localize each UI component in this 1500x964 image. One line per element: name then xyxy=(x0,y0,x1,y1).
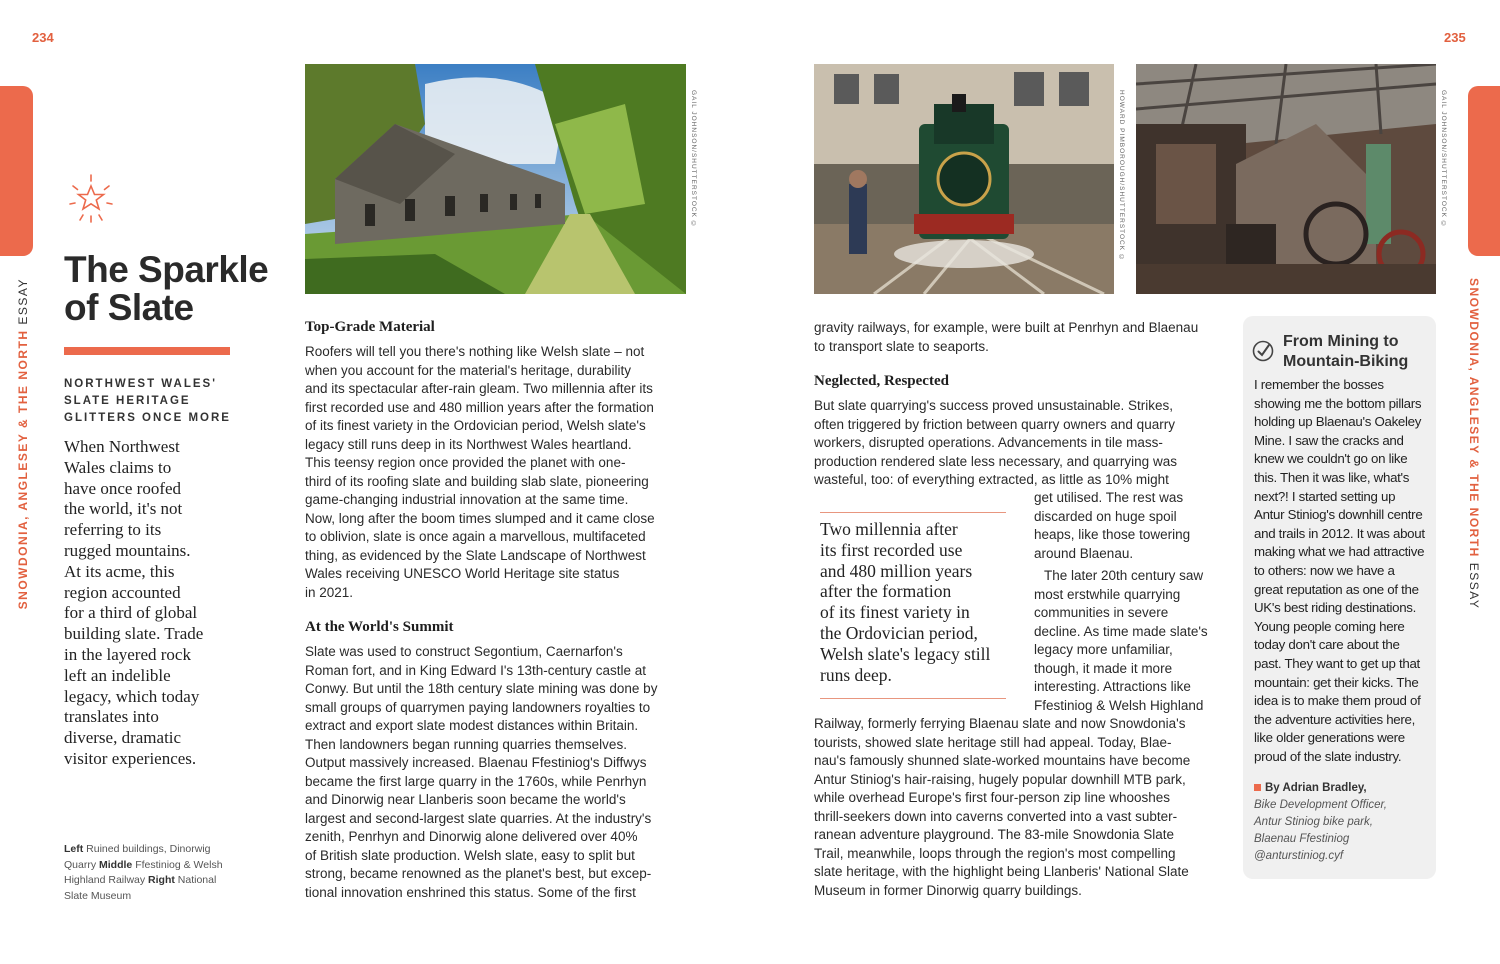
text-line: heaps, like those towering xyxy=(1034,527,1191,542)
photo-credit-left: GAIL JOHNSON/SHUTTERSTOCK © xyxy=(690,90,697,229)
text-line: showing me the bottom pillars xyxy=(1254,395,1422,411)
text-line: Two millennia after xyxy=(820,519,958,539)
text-line: Output massively increased. Blaenau Ffestiniog's Diffwys xyxy=(305,755,647,770)
text-line: great reputation as one of the xyxy=(1254,581,1419,597)
text-line: visitor experiences. xyxy=(64,748,197,768)
text-line: of its finest variety in the Ordovician period, Welsh slate's xyxy=(305,418,646,433)
photo-credit-middle: HOWARD PIMBOROUGH/SHUTTERSTOCK © xyxy=(1118,90,1125,262)
text-line: left an indelible xyxy=(64,665,171,685)
text-line: became the first large quarry in the 1760s, while Penrhyn xyxy=(305,773,647,789)
text-line: making what we had attractive xyxy=(1254,544,1425,560)
text-line: idea is to make them proud of xyxy=(1254,693,1421,709)
text-line: Wales claims to xyxy=(64,457,172,477)
text-line: thrill-seekers down into caverns converted into a vast subter- xyxy=(814,808,1178,824)
text-line: rugged mountains. xyxy=(64,540,191,560)
text-line: to transport slate to seaports. xyxy=(814,338,989,354)
intro-paragraph xyxy=(64,437,236,770)
text-line: around Blaenau. xyxy=(1034,545,1134,561)
page-number-left: 234 xyxy=(32,30,54,45)
text-line: Ffestiniog & Welsh Highland xyxy=(1034,697,1204,713)
check-circle-icon xyxy=(1252,340,1274,362)
text-line: interesting. Attractions like xyxy=(1034,679,1191,694)
text-line: the Ordovician period, xyxy=(820,622,978,643)
text-line: UK's best riding destinations. xyxy=(1254,600,1417,616)
text-line: the world, it's not xyxy=(64,499,183,519)
text-line: first recorded use and 480 million years after the formation xyxy=(305,399,654,415)
text-line: slate heritage, with the highlight being Llanberis' National Slate xyxy=(814,864,1189,879)
text-line: translates into xyxy=(64,707,159,727)
body-continued xyxy=(814,319,1234,356)
sidebar-quote-text xyxy=(1254,376,1432,766)
heading-worlds-summit: At the World's Summit xyxy=(305,619,454,635)
text-line: legacy more unfamiliar, xyxy=(1034,642,1173,657)
text-line: Railway, formerly ferrying Blaenau slate and now Snowdonia's xyxy=(814,716,1186,731)
title-line-2: of Slate xyxy=(64,287,194,328)
text-line: zenith, Penrhyn and Dinorwig alone delivered over 40% xyxy=(305,829,638,844)
text-line: legacy, which today xyxy=(64,686,200,706)
standfirst: NORTHWEST WALES' SLATE HERITAGE GLITTERS ONCE MORE xyxy=(64,378,231,424)
text-line: referring to its xyxy=(64,520,162,540)
text-line: strong, became renowned as the planet's best, but excep- xyxy=(305,866,652,881)
title-line-1: The Sparkle xyxy=(64,249,269,290)
photo-caption: Left Ruined buildings, Dinorwig Quarry Middle Ffestiniog & Welsh Highland Railway Right National Slate Museum xyxy=(64,843,223,902)
text-line: have once roofed xyxy=(64,478,182,498)
sparkle-star-icon xyxy=(64,172,118,226)
section-label-left: SNOWDONIA, ANGLESEY & THE NORTH ESSAY xyxy=(16,278,30,610)
heading-neglected-respected: Neglected, Respected xyxy=(814,373,949,389)
body-neglected-3 xyxy=(1034,567,1234,715)
text-line: proud of the slate industry. xyxy=(1254,748,1402,764)
text-line: next?! I started setting up xyxy=(1254,488,1396,504)
text-line: workers, disrupted operations. Advancements in tile mass- xyxy=(814,435,1163,450)
text-line: diverse, dramatic xyxy=(64,728,182,748)
text-line: game-changing industrial innovation at the same time. xyxy=(305,492,629,507)
text-line: Then landowners began running quarries themselves. xyxy=(305,736,627,752)
text-line: small groups of quarrymen paying landowners royalties to xyxy=(305,699,651,715)
text-line: Wales receiving UNESCO World Heritage site status xyxy=(305,566,620,581)
section-label-right: SNOWDONIA, ANGLESEY & THE NORTH ESSAY xyxy=(1467,278,1481,610)
text-line: for a third of global xyxy=(64,603,198,623)
byline-line: @anturstiniog.cyf xyxy=(1254,850,1344,862)
text-line: legacy still runs deep in its Northwest Wales heartland. xyxy=(305,436,632,452)
text-line: Trail, meanwhile, loops through the region's most compelling xyxy=(814,845,1176,861)
text-line: Antur Stiniog's hair-raising, hugely popular downhill MTB park, xyxy=(814,771,1186,787)
text-line: past. They want to get up that xyxy=(1254,655,1420,671)
text-line: often triggered by friction between quarry owners and quarry xyxy=(814,416,1175,432)
text-line: region accounted xyxy=(64,582,181,602)
text-line: production rendered slate less necessary, and quarrying was xyxy=(814,453,1177,469)
text-line: Welsh slate's legacy still xyxy=(820,643,991,664)
text-line: tional innovation enshrined this status. Some of the first xyxy=(305,884,636,900)
text-line: of its finest variety in xyxy=(820,602,970,623)
byline-line: Bike Development Officer, xyxy=(1254,799,1387,811)
photo-railway-locomotive xyxy=(814,64,1114,294)
text-line: ranean adventure playground. The 83-mile Snowdonia Slate xyxy=(814,827,1174,842)
text-line: knew we couldn't go on like xyxy=(1254,451,1408,467)
pull-quote-rule-bottom xyxy=(820,698,1006,699)
pull-quote-rule-top xyxy=(820,512,1006,513)
body-neglected-4 xyxy=(814,715,1234,900)
section-tab-left xyxy=(0,86,33,256)
text-line: though, it made it more xyxy=(1034,660,1173,676)
text-line: and 480 million years xyxy=(820,560,973,581)
article-title xyxy=(64,251,294,327)
text-line: after the formation xyxy=(820,581,952,602)
section-tab-right xyxy=(1468,86,1500,256)
text-line: Mine. I saw the cracks and xyxy=(1254,432,1404,448)
body-worlds-summit xyxy=(305,643,690,902)
text-line: Conwy. But until the 18th century slate mining was done by xyxy=(305,681,658,696)
text-line: when you account for the material's heritage, durability xyxy=(305,362,632,378)
text-line: tourists, showed slate heritage still had appeal. Today, Blae- xyxy=(814,734,1172,750)
text-line: decline. As time made slate's xyxy=(1034,623,1208,639)
text-line: But slate quarrying's success proved unsustainable. Strikes, xyxy=(814,398,1174,413)
text-line: holding up Blaenau's Oakeley xyxy=(1254,414,1422,430)
text-line: and Dinorwig near Llanberis soon became the world's xyxy=(305,792,626,807)
text-line: Antur Stiniog's downhill centre xyxy=(1254,507,1423,523)
text-line: in the layered rock xyxy=(64,644,191,664)
body-neglected-1 xyxy=(814,397,1234,490)
byline-line: Blaenau Ffestiniog xyxy=(1254,833,1350,845)
text-line: the adventure activities here, xyxy=(1254,711,1416,727)
text-line: and trails in 2012. It was about xyxy=(1254,525,1425,541)
body-neglected-2 xyxy=(1034,489,1234,563)
text-line: of British slate production. Welsh slate, easy to split but xyxy=(305,847,635,863)
text-line: Roofers will tell you there's nothing like Welsh slate – not xyxy=(305,344,645,359)
page-number-right: 235 xyxy=(1444,30,1466,45)
photo-slate-museum xyxy=(1136,64,1436,294)
text-line: most erstwhile quarrying xyxy=(1034,586,1181,602)
text-line: I remember the bosses xyxy=(1254,377,1384,392)
photo-credit-right: GAIL JOHNSON/SHUTTERSTOCK © xyxy=(1440,90,1447,229)
text-line: while overhead Europe's first four-person zip line whooshes xyxy=(814,790,1171,805)
text-line: Young people coming here xyxy=(1254,618,1405,634)
text-line: communities in severe xyxy=(1034,605,1169,620)
text-line: Roman fort, and in King Edward I's 13th-century castle at xyxy=(305,662,647,678)
photo-ruined-buildings xyxy=(305,64,686,294)
text-line: in 2021. xyxy=(305,584,354,600)
bullet-square-icon xyxy=(1254,784,1261,791)
heading-top-grade-material: Top-Grade Material xyxy=(305,319,435,335)
title-underline-bar xyxy=(64,347,230,355)
text-line: today don't care about the xyxy=(1254,637,1400,653)
text-line: this. Then it was like, what's xyxy=(1254,469,1410,485)
text-line: gravity railways, for example, were built at Penrhyn and Blaenau xyxy=(814,320,1199,335)
text-line: thing, as evidenced by the Slate Landscape of Northwest xyxy=(305,547,646,563)
text-line: like older generations were xyxy=(1254,730,1405,746)
text-line: largest and second-largest slate quarries. At the industry's xyxy=(305,810,652,826)
text-line: third of its roofing slate and building slab slate, pioneering xyxy=(305,473,649,489)
text-line: Museum in former Dinorwig quarry buildings. xyxy=(814,882,1082,898)
sidebar-byline: By Adrian Bradley, Bike Development Officer, Antur Stiniog bike park, Blaenau Ffestiniog @anturstiniog.cyf xyxy=(1254,782,1387,862)
text-line: The later 20th century saw xyxy=(1044,568,1204,583)
text-line: Now, long after the boom times slumped and it came close xyxy=(305,510,655,526)
sidebar-title: From Mining to Mountain-Biking xyxy=(1283,333,1409,370)
byline-line: Antur Stiniog bike park, xyxy=(1254,816,1373,828)
text-line: its first recorded use xyxy=(820,539,963,560)
text-line: discarded on huge spoil xyxy=(1034,508,1177,524)
text-line: building slate. Trade xyxy=(64,624,204,644)
text-line: At its acme, this xyxy=(64,561,175,581)
text-line: This teensy region once provided the planet with one- xyxy=(305,455,626,470)
text-line: mountain: get their kicks. The xyxy=(1254,674,1419,690)
text-line: Slate was used to construct Segontium, Caernarfon's xyxy=(305,644,623,659)
text-line: to oblivion, slate is once again a marvellous, multifaceted xyxy=(305,529,646,544)
pull-quote xyxy=(820,519,1006,685)
text-line: wasteful, too: of everything extracted, as little as 10% might xyxy=(814,472,1169,487)
text-line: extract and export slate modest distances within Britain. xyxy=(305,718,639,733)
text-line: When Northwest xyxy=(64,437,180,456)
text-line: to others: now we have a xyxy=(1254,562,1395,578)
text-line: nau's famously shunned slate-worked mountains have become xyxy=(814,753,1191,768)
text-line: get utilised. The rest was xyxy=(1034,490,1184,505)
text-line: runs deep. xyxy=(820,664,892,685)
body-top-grade-material xyxy=(305,343,690,602)
text-line: and its spectacular after-rain gleam. Two millennia after its xyxy=(305,381,653,396)
